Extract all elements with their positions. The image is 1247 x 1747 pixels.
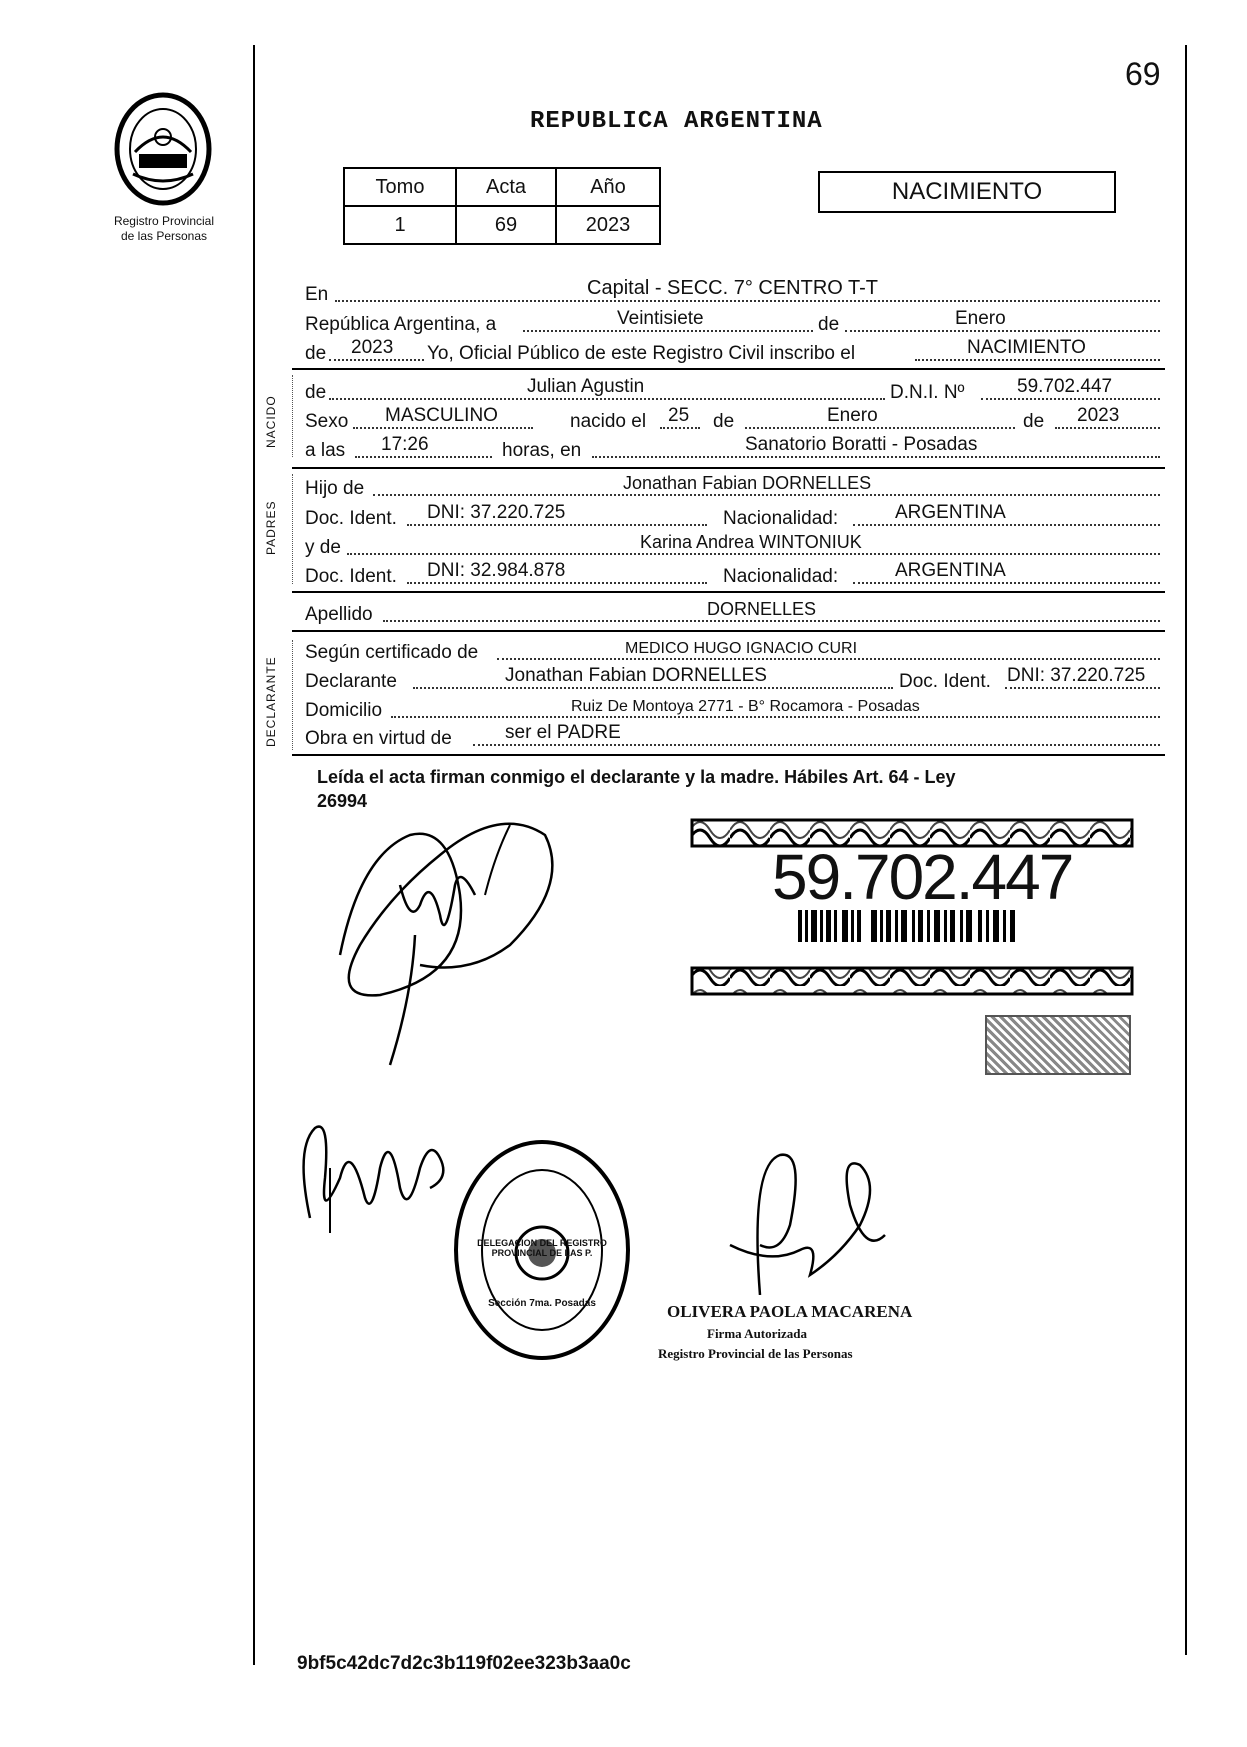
nombre-label: de bbox=[305, 382, 327, 403]
form-row-inscribo bbox=[305, 337, 1165, 367]
doc3-value: DNI: 37.220.725 bbox=[1007, 665, 1146, 686]
declarante-label: Declarante bbox=[305, 671, 397, 692]
apellido-label: Apellido bbox=[305, 604, 373, 625]
certificado-label: Según certificado de bbox=[305, 642, 479, 663]
nac-anio-value: 2023 bbox=[1077, 405, 1120, 426]
separator bbox=[292, 368, 1165, 370]
separator bbox=[292, 754, 1165, 756]
section-label-padres: PADRES bbox=[264, 500, 278, 555]
yo-label: Yo, Oficial Público de este Registro Civil inscribo el bbox=[427, 343, 856, 364]
province-logo bbox=[113, 92, 213, 206]
form-row-doc1 bbox=[305, 502, 1165, 532]
dni-sticker-number: 59.702.447 bbox=[772, 841, 1073, 913]
horas-label: horas, en bbox=[502, 440, 582, 461]
official-seal bbox=[452, 1138, 632, 1363]
declarante-value: Jonathan Fabian DORNELLES bbox=[505, 665, 767, 686]
mother-signature bbox=[290, 1108, 460, 1238]
section-label-declarante: DECLARANTE bbox=[264, 656, 278, 747]
form-row-domicilio bbox=[305, 694, 1165, 724]
official-signature bbox=[720, 1145, 900, 1295]
hora-value: 17:26 bbox=[381, 434, 429, 455]
registry-label-2: de las Personas bbox=[120, 229, 208, 243]
document-type-box bbox=[818, 171, 1116, 213]
republica-label: República Argentina, a bbox=[305, 314, 497, 335]
separator bbox=[292, 630, 1165, 632]
form-row-madre bbox=[305, 531, 1165, 561]
form-row-certificado bbox=[305, 636, 1165, 666]
left-margin-line bbox=[253, 45, 255, 1665]
declarant-signature bbox=[320, 795, 560, 1075]
inscribo-value: NACIMIENTO bbox=[967, 337, 1086, 358]
form-row-doc2 bbox=[305, 560, 1165, 590]
madre-value: Karina Andrea WINTONIUK bbox=[640, 532, 862, 552]
doc2-value: DNI: 32.984.878 bbox=[427, 560, 566, 581]
form-row-declarante bbox=[305, 665, 1165, 695]
official-name: OLIVERA PAOLA MACARENA bbox=[667, 1302, 913, 1321]
form-row-padre bbox=[305, 472, 1165, 502]
nac-de2-label: de bbox=[1023, 411, 1045, 432]
doc3-label: Doc. Ident. bbox=[899, 671, 991, 692]
doc1-label: Doc. Ident. bbox=[305, 508, 397, 529]
sexo-label: Sexo bbox=[305, 411, 349, 432]
obra-value: ser el PADRE bbox=[505, 722, 621, 743]
nacido-label: nacido el bbox=[570, 411, 647, 432]
padre-value: Jonathan Fabian DORNELLES bbox=[623, 473, 872, 493]
record-table bbox=[343, 167, 661, 245]
domicilio-label: Domicilio bbox=[305, 700, 383, 721]
table-cell-tomo: 1 bbox=[344, 206, 456, 244]
form-row-apellido bbox=[305, 598, 1165, 628]
official-role: Firma Autorizada bbox=[707, 1326, 808, 1341]
table-header-tomo: Tomo bbox=[344, 168, 456, 206]
separator bbox=[292, 467, 1165, 469]
form-row-nombre bbox=[305, 376, 1165, 406]
nac-dia-value: 25 bbox=[668, 405, 690, 426]
form-row-fecha bbox=[305, 308, 1165, 338]
en-label: En bbox=[305, 284, 329, 305]
separator bbox=[292, 591, 1165, 593]
page-title: REPUBLICA ARGENTINA bbox=[530, 108, 823, 135]
dia-value: Veintisiete bbox=[617, 308, 704, 329]
dni-sticker bbox=[690, 818, 1135, 998]
yde-label: y de bbox=[305, 537, 341, 558]
nac-mes-value: Enero bbox=[827, 405, 878, 426]
hijo-label: Hijo de bbox=[305, 478, 365, 499]
dni-label: D.N.I. Nº bbox=[890, 382, 965, 403]
doc2-label: Doc. Ident. bbox=[305, 566, 397, 587]
nac2-value: ARGENTINA bbox=[895, 560, 1006, 581]
mes-value: Enero bbox=[955, 308, 1006, 329]
seal-text: DELEGACION DEL REGISTRO PROVINCIAL DE LAS P. bbox=[477, 1238, 607, 1258]
registry-label-1: Registro Provincial bbox=[113, 214, 215, 228]
domicilio-value: Ruiz De Montoya 2771 - B° Rocamora - Posadas bbox=[571, 698, 920, 715]
security-stamp bbox=[985, 1015, 1131, 1075]
certificado-value: MEDICO HUGO IGNACIO CURI bbox=[625, 640, 858, 657]
nac1-label: Nacionalidad: bbox=[723, 508, 839, 529]
right-margin-line bbox=[1185, 45, 1187, 1655]
document-type-label: NACIMIENTO bbox=[891, 178, 1043, 205]
section-label-nacido: NACIDO bbox=[264, 395, 278, 448]
table-cell-acta: 69 bbox=[456, 206, 556, 244]
sexo-value: MASCULINO bbox=[385, 405, 498, 426]
de2-label: de bbox=[305, 343, 327, 364]
form-row-en bbox=[305, 278, 1165, 308]
apellido-value: DORNELLES bbox=[707, 599, 817, 619]
form-row-sexo bbox=[305, 405, 1165, 435]
form-row-hora bbox=[305, 434, 1165, 464]
table-header-acta: Acta bbox=[456, 168, 556, 206]
closing-text: Leída el acta firman conmigo el declarante y la madre. Hábiles Art. 64 - Ley bbox=[317, 767, 956, 787]
page-number: 69 bbox=[1125, 56, 1161, 92]
closing-text-law: 26994 bbox=[317, 791, 368, 811]
nac-de-label: de bbox=[713, 411, 735, 432]
nac2-label: Nacionalidad: bbox=[723, 566, 839, 587]
nac1-value: ARGENTINA bbox=[895, 502, 1006, 523]
nombre-value: Julian Agustin bbox=[527, 376, 645, 397]
document-hash: 9bf5c42dc7d2c3b119f02ee323b3aa0c bbox=[297, 1653, 631, 1674]
doc1-value: DNI: 37.220.725 bbox=[427, 502, 566, 523]
lugar-value: Sanatorio Boratti - Posadas bbox=[745, 434, 978, 455]
seal-inner-text: Sección 7ma. Posadas bbox=[488, 1298, 596, 1309]
table-cell-anio: 2023 bbox=[556, 206, 660, 244]
anio-value: 2023 bbox=[351, 337, 394, 358]
en-value: Capital - SECC. 7° CENTRO T-T bbox=[587, 277, 879, 299]
form-row-obra bbox=[305, 722, 1165, 752]
de-label: de bbox=[818, 314, 840, 335]
dni-value: 59.702.447 bbox=[1017, 376, 1113, 397]
official-office: Registro Provincial de las Personas bbox=[658, 1346, 853, 1361]
table-header-anio: Año bbox=[556, 168, 660, 206]
obra-label: Obra en virtud de bbox=[305, 728, 452, 749]
alas-label: a las bbox=[305, 440, 346, 461]
